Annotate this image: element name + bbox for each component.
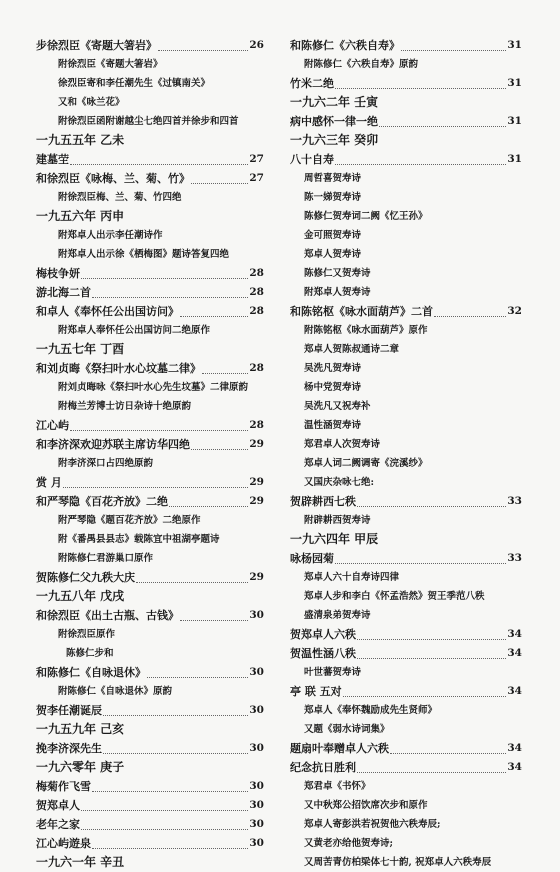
dot-leader [390,753,506,754]
dot-leader [92,791,248,792]
toc-entry-title: 附陈修仁《自咏退休》原韵 [58,686,173,697]
toc-entry [290,378,522,397]
toc-entry [290,55,522,74]
toc-entry-title: 一九六一年 辛丑 [36,855,125,869]
toc-entry [290,150,522,169]
toc-page-number: 27 [249,153,264,165]
toc-page-number: 33 [507,552,522,564]
toc-entry [290,682,522,701]
dot-leader [81,278,248,279]
toc-entry-title: 和刘贞晦《祭扫叶水心坟墓二律》 [36,362,201,375]
toc-entry-title: 和陈修仁《六秩自寿》 [290,39,400,52]
toc-entry-title: 金可照贺寿诗 [304,230,362,241]
dot-leader [92,297,248,298]
toc-entry [290,302,522,321]
toc-entry-title: 和李济深欢迎苏联主席访华四绝 [36,438,190,451]
dot-leader [357,658,506,659]
toc-page-number: 30 [249,609,264,621]
toc-entry-title: 梅菊作飞雪 [36,780,91,793]
toc-page-number: 30 [249,742,264,754]
toc-entry-title: 贺辟耕西七秩 [290,495,356,508]
toc-entry [36,511,264,530]
toc-entry [36,663,264,682]
toc-entry [290,758,522,777]
dot-leader [169,506,248,507]
toc-entry-title: 和陈修仁《自咏退休》 [36,666,146,679]
toc-page-number: 28 [249,286,264,298]
toc-entry-title: 竹米二绝 [290,77,334,90]
toc-entry [290,587,522,606]
toc-entry-title: 一九五六年 丙申 [36,209,125,223]
toc-entry-title: 陈修仁贺寿词二阙《忆王孙》 [304,211,428,222]
toc-page-number: 31 [507,39,522,51]
toc-entry-title: 赏 月 [36,476,62,489]
toc-entry-title: 徐烈臣寄和李任潮先生《过镇南关》 [58,78,211,89]
dot-leader [180,316,248,317]
dot-leader [335,164,506,165]
toc-right-column [290,36,522,872]
toc-entry-title: 亭 联 五对 [290,685,342,698]
dot-leader [191,449,248,450]
toc-page-number: 30 [249,799,264,811]
toc-entry [36,644,264,663]
toc-entry [36,378,264,397]
toc-entry [36,302,264,321]
toc-entry [36,93,264,112]
toc-entry-title: 和陈铭枢《咏水面葫芦》二首 [290,305,433,318]
toc-entry [36,321,264,340]
toc-left-column [36,36,264,872]
toc-entry-title: 吴洗凡又祝寿补 [304,401,371,412]
toc-entry [290,739,522,758]
dot-leader [136,582,248,583]
toc-page-number: 31 [507,153,522,165]
toc-entry-title: 一九五五年 乙未 [36,133,125,147]
dot-leader [357,772,506,773]
toc-entry-title: 附《番禺县县志》载陈宜中祖湖亭题诗 [58,534,220,545]
toc-entry [36,226,264,245]
toc-entry [36,701,264,720]
toc-entry-title: 贺李任潮诞辰 [36,704,102,717]
toc-entry-title: 贺陈修仁父九秩大庆 [36,571,135,584]
toc-entry [290,359,522,378]
dot-leader [81,829,248,830]
toc-entry [36,549,264,568]
dot-leader [434,316,506,317]
toc-entry [36,36,264,55]
toc-entry [290,568,522,587]
toc-page-number: 30 [249,837,264,849]
toc-year-heading [36,131,264,150]
toc-entry [290,435,522,454]
dot-leader [103,715,248,716]
toc-entry-title: 和严琴隐《百花齐放》二绝 [36,495,168,508]
toc-entry-title: 郑卓人寄彭洪若祝贺他六秩寿辰; [304,819,441,830]
toc-entry [36,625,264,644]
toc-page-number: 30 [249,818,264,830]
toc-year-heading [36,720,264,739]
dot-leader [70,430,248,431]
toc-entry-title: 吴洗凡贺寿诗 [304,363,362,374]
dot-leader [158,50,248,51]
toc-entry-title: 梅枝争妍 [36,267,80,280]
toc-entry-title: 老年之家 [36,818,80,831]
toc-entry [290,701,522,720]
toc-entry [36,606,264,625]
toc-page-number: 28 [249,267,264,279]
toc-entry [290,492,522,511]
toc-entry [290,36,522,55]
dot-leader [147,677,248,678]
toc-entry [290,245,522,264]
toc-entry [290,226,522,245]
toc-entry [290,188,522,207]
toc-entry [290,720,522,739]
toc-entry-title: 咏杨园菊 [290,552,334,565]
toc-year-heading [290,93,522,112]
toc-entry-title: 附郑卓人贺寿诗 [304,287,371,298]
toc-entry-title: 又和《咏兰花》 [58,97,125,108]
toc-year-heading [36,758,264,777]
toc-entry [290,321,522,340]
toc-page-number: 31 [507,77,522,89]
toc-entry [36,796,264,815]
toc-entry [36,568,264,587]
toc-entry [290,416,522,435]
toc-entry-title: 郑卓人贺陈叔通诗二章 [304,344,400,355]
toc-entry [36,435,264,454]
toc-year-heading [36,207,264,226]
toc-page-number: 34 [507,685,522,697]
dot-leader [343,696,507,697]
toc-entry-title: 八十自寿 [290,153,334,166]
toc-entry [36,264,264,283]
toc-entry [36,55,264,74]
toc-page-number: 32 [507,305,522,317]
toc-entry-title: 挽李济深先生 [36,742,102,755]
toc-entry-title: 郑卓人步和李白《怀孟浩然》贺王季范八秩 [304,591,485,602]
toc-entry [290,340,522,359]
toc-entry [36,283,264,302]
toc-entry [36,530,264,549]
toc-year-heading [36,853,264,872]
toc-entry-title: 一九六零年 庚子 [36,760,125,774]
toc-page-number: 33 [507,495,522,507]
toc-entry-title: 和徐烈臣《咏梅、兰、菊、竹》 [36,172,190,185]
dot-leader [103,753,248,754]
toc-entry [290,207,522,226]
toc-entry-title: 贺郑卓人 [36,799,80,812]
toc-entry-title: 和卓人《奉怀任公出国访问》 [36,305,179,318]
toc-entry [290,264,522,283]
toc-entry [290,283,522,302]
toc-entry-title: 一九六二年 壬寅 [290,95,379,109]
toc-entry [36,245,264,264]
dot-leader [180,620,248,621]
toc-entry [290,74,522,93]
toc-entry [36,834,264,853]
dot-leader [357,639,506,640]
dot-leader [202,373,248,374]
toc-entry [36,492,264,511]
toc-entry-title: 叶世蕃贺寿诗 [304,667,362,678]
toc-entry-title: 贺温性涵八秩 [290,647,356,660]
toc-entry-title: 又黄老亦给他贺寿诗; [304,838,394,849]
toc-entry-title: 江心屿 [36,419,69,432]
toc-year-heading [36,587,264,606]
toc-entry-title: 温性涵贺寿诗 [304,420,362,431]
toc-entry-title: 和徐烈臣《出土古瓶、古钱》 [36,609,179,622]
toc-entry-title: 周哲喜贺寿诗 [304,173,362,184]
toc-entry [36,682,264,701]
dot-leader [81,810,248,811]
toc-entry [290,454,522,473]
toc-year-heading [36,340,264,359]
toc-entry [36,416,264,435]
toc-entry [36,473,264,492]
dot-leader [357,506,506,507]
toc-entry-title: 陈一娣贺寿诗 [304,192,362,203]
toc-entry-title: 附李济深口占四绝原韵 [58,458,154,469]
toc-entry [290,815,522,834]
toc-entry [290,663,522,682]
toc-entry-title: 郑君卓《书怀》 [304,781,371,792]
toc-entry-title: 附刘贞晦咏《祭扫叶水心先生坟墓》二律原韵 [58,382,249,393]
toc-entry [290,853,522,872]
toc-page-number: 34 [507,761,522,773]
dot-leader [379,126,506,127]
toc-year-heading [290,530,522,549]
toc-entry [36,112,264,131]
toc-entry-title: 游北海二首 [36,286,91,299]
toc-entry-title: 附辟耕西贺寿诗 [304,515,371,526]
toc-entry [290,549,522,568]
toc-entry-title: 一九六四年 甲辰 [290,532,379,546]
toc-page-number: 28 [249,305,264,317]
toc-entry [290,796,522,815]
toc-entry-title: 附陈修仁《六秩自寿》原韵 [304,59,419,70]
toc-page-number: 31 [507,115,522,127]
toc-entry-title: 郑卓人六十自寿诗四律 [304,572,400,583]
toc-entry-title: 陈修仁又贺寿诗 [304,268,371,279]
toc-entry-title: 江心屿遊泉 [36,837,91,850]
toc-entry-title: 附徐烈臣函附谢越尘七绝四首并徐步和四首 [58,116,239,127]
toc-entry-title: 郑卓人词二阙调寄《浣溪纱》 [304,458,428,469]
toc-entry-title: 郑卓人贺寿诗 [304,249,362,260]
toc-entry-title: 病中感怀一律一绝 [290,115,378,128]
dot-leader [92,848,248,849]
toc-page-number: 28 [249,419,264,431]
toc-entry [36,169,264,188]
toc-page-number: 34 [507,647,522,659]
dot-leader [191,183,248,184]
toc-entry-title: 题扇叶奉赠卓人六秩 [290,742,389,755]
toc-entry-title: 又中秋郑公招饮席次步和原作 [304,800,428,811]
toc-page-number: 29 [249,571,264,583]
toc-entry-title: 一九五七年 丁酉 [36,342,125,356]
toc-entry [290,112,522,131]
toc-entry-title: 盛清泉弟贺寿诗 [304,610,371,621]
toc-entry-title: 建墓茔 [36,153,69,166]
toc-entry [290,473,522,492]
toc-entry-title: 纪念抗日胜利 [290,761,356,774]
toc-entry-title: 附郑卓人出示李任潮诗作 [58,230,163,241]
toc-entry-title: 附郑卓人出示徐《栖梅图》题诗答复四绝 [58,249,230,260]
dot-leader [401,50,506,51]
toc-entry-title: 附徐烈臣梅、兰、菊、竹四绝 [58,192,182,203]
toc-entry-title: 又题《弱水诗词集》 [304,724,390,735]
toc-year-heading [290,131,522,150]
toc-entry-title: 一九六三年 癸卯 [290,133,379,147]
toc-page-number: 27 [249,172,264,184]
toc-entry-title: 郑卓人《奉怀魏励成先生贤师》 [304,705,438,716]
toc-entry-title: 一九五八年 戊戌 [36,589,125,603]
toc-entry-title: 杨中党贺寿诗 [304,382,362,393]
toc-entry-title: 附梅兰芳博士访日杂诗十绝原韵 [58,401,192,412]
toc-entry-title: 附陈修仁君游巢口原作 [58,553,154,564]
toc-entry [290,625,522,644]
toc-page-number: 29 [249,495,264,507]
toc-entry [36,397,264,416]
toc-entry-title: 郑君卓人次贺寿诗 [304,439,381,450]
toc-page-number: 30 [249,704,264,716]
toc-page-number: 34 [507,628,522,640]
dot-leader [70,164,248,165]
dot-leader [335,563,506,564]
toc-page-number: 29 [249,476,264,488]
toc-page-number: 29 [249,438,264,450]
toc-page-number: 34 [507,742,522,754]
toc-entry [36,454,264,473]
toc-entry [290,644,522,663]
toc-entry-title: 一九五九年 己亥 [36,722,125,736]
toc-entry [290,606,522,625]
toc-page-number: 30 [249,666,264,678]
toc-entry-title: 附徐烈臣原作 [58,629,116,640]
toc-entry [290,834,522,853]
toc-entry [36,359,264,378]
toc-entry-title: 附严琴隐《题百花齐放》二绝原作 [58,515,201,526]
toc-entry-title: 又周苦青仿柏梁体七十韵, 祝郑卓人六秩寿辰 [304,857,492,868]
toc-entry-title: 附陈铭枢《咏水面葫芦》原作 [304,325,428,336]
toc-entry [36,188,264,207]
toc-entry [36,74,264,93]
toc-entry-title: 附徐烈臣《寄题大箸岩》 [58,59,163,70]
toc-entry [290,397,522,416]
toc-entry-title: 又国庆杂咏七绝: [304,477,375,488]
dot-leader [63,487,249,488]
toc-entry-title: 贺郑卓人六秩 [290,628,356,641]
toc-entry [36,150,264,169]
toc-entry-title: 附郑卓人奉怀任公出国访问二绝原作 [58,325,211,336]
toc-entry-title: 陈修仁步和 [66,648,114,659]
toc-page-number: 30 [249,780,264,792]
toc-entry [290,169,522,188]
toc-page-number: 26 [249,39,264,51]
toc-entry [36,739,264,758]
toc-entry [36,815,264,834]
dot-leader [335,88,506,89]
toc-entry-title: 步徐烈臣《寄题大箸岩》 [36,39,157,52]
toc-page-number: 28 [249,362,264,374]
toc-entry [290,511,522,530]
